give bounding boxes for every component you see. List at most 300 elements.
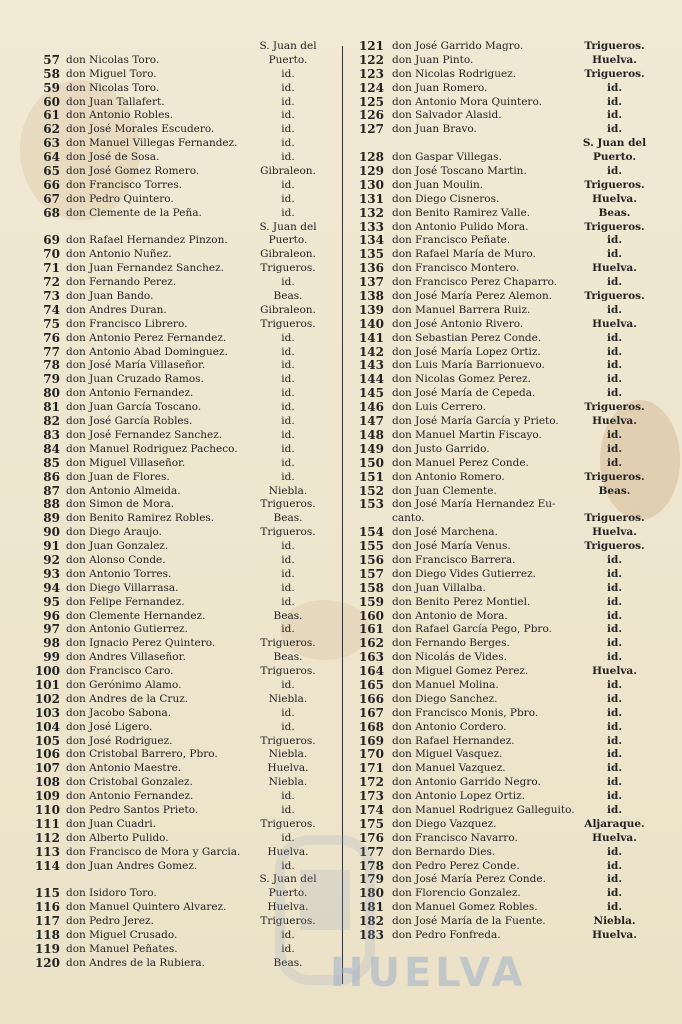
register-entry xyxy=(352,526,652,540)
entry-number: 126 xyxy=(358,108,384,123)
entry-number: 96 xyxy=(43,608,60,623)
register-entry xyxy=(352,262,652,276)
entry-place: Huelva. xyxy=(267,901,309,914)
entry-name: don Francisco Torres. xyxy=(66,178,183,191)
entry-place: id. xyxy=(281,137,295,150)
entry-name: don Luis María Barrionuevo. xyxy=(392,359,545,372)
entry-place: id. xyxy=(281,192,295,205)
entry-number: 137 xyxy=(358,275,384,290)
entry-number: 155 xyxy=(358,539,384,554)
register-entry xyxy=(352,290,652,304)
register-entry xyxy=(30,248,335,262)
entry-number: 160 xyxy=(358,608,384,623)
entry-place: id. xyxy=(281,178,295,191)
entry-number: 119 xyxy=(34,941,60,956)
entry-place: Gibraleon. xyxy=(260,303,316,316)
register-entry xyxy=(352,596,652,610)
entry-place: id. xyxy=(281,442,295,455)
entry-number: 178 xyxy=(358,858,384,873)
entry-name: don Nicolas Toro. xyxy=(66,81,160,94)
entry-name: don José Marchena. xyxy=(392,526,498,539)
entry-name: don Juan Bando. xyxy=(66,290,154,303)
entry-place: id. xyxy=(281,581,295,594)
entry-name: don Juan Villalba. xyxy=(392,581,486,594)
entry-name: don Miguel Crusado. xyxy=(66,929,178,941)
register-entry xyxy=(352,776,652,790)
entry-number: 105 xyxy=(34,733,60,748)
register-entry xyxy=(30,860,335,874)
entry-place: Huelva. xyxy=(592,192,637,205)
register-entry xyxy=(30,234,335,248)
entry-name: don Simon de Mora. xyxy=(66,498,175,511)
entry-name: don Francisco Peñate. xyxy=(392,234,511,247)
entry-place: id. xyxy=(607,553,622,566)
register-entry xyxy=(352,332,652,346)
entry-place: id. xyxy=(607,901,622,914)
entry-number: 127 xyxy=(358,122,384,137)
entry-name: don Francisco Monis, Pbro. xyxy=(392,706,539,719)
entry-place: id. xyxy=(281,428,295,441)
entry-name: don Manuel Peñates. xyxy=(66,942,178,955)
entry-number: 130 xyxy=(358,177,384,192)
entry-name: don Andres Duran. xyxy=(66,303,167,316)
register-entry xyxy=(30,109,335,123)
entry-name: don Cristobal Gonzalez. xyxy=(66,776,193,789)
entry-name: don Juan Clemente. xyxy=(392,484,497,497)
entry-place: Puerto. xyxy=(592,151,637,164)
entry-name: don Antonio Almeida. xyxy=(66,484,181,497)
register-entry xyxy=(30,443,335,457)
entry-number: 84 xyxy=(43,441,60,456)
register-entry xyxy=(30,262,335,276)
entry-name: don José de Sosa. xyxy=(66,151,160,164)
entry-number: 125 xyxy=(358,94,384,109)
entry-number: 167 xyxy=(358,705,384,720)
entry-name: don Diego Villarrasa. xyxy=(66,581,179,594)
register-entry xyxy=(30,554,335,568)
register-entry xyxy=(30,54,335,68)
register-entry xyxy=(352,901,652,915)
entry-name: don Rafael Hernandez Pinzon. xyxy=(66,234,228,247)
entry-name: don Manuel Villegas Fernandez. xyxy=(66,137,238,150)
entry-number: 117 xyxy=(34,914,60,929)
entry-number: 179 xyxy=(358,872,384,887)
entry-place: id. xyxy=(607,331,622,344)
entry-place: id. xyxy=(607,692,622,705)
entry-number: 120 xyxy=(34,955,60,970)
entry-name: don Alberto Pulido. xyxy=(66,831,169,844)
register-entry xyxy=(352,373,652,387)
register-entry xyxy=(352,707,652,721)
entry-name: don Benito Ramirez Robles. xyxy=(66,512,215,525)
entry-place: S. Juan del xyxy=(259,873,317,886)
entry-number: 97 xyxy=(43,622,60,637)
entry-number: 64 xyxy=(43,150,60,165)
entry-name: don Antonio Maestre. xyxy=(66,762,182,775)
register-entry xyxy=(30,471,335,485)
entry-name: don José Garrido Magro. xyxy=(392,40,524,52)
entry-name: don José María Hernandez Eu- xyxy=(392,498,556,511)
entry-number: 139 xyxy=(358,302,384,317)
entry-place: Huelva. xyxy=(592,415,637,428)
entry-name: don Fernando Perez. xyxy=(66,276,177,289)
entry-name: don Fernando Berges. xyxy=(392,637,510,650)
register-entry xyxy=(352,276,652,290)
entry-number: 61 xyxy=(43,108,60,123)
register-entry xyxy=(352,401,652,415)
entry-number: 115 xyxy=(34,886,60,901)
entry-number: 143 xyxy=(358,358,384,373)
entry-number: 147 xyxy=(358,414,384,429)
entry-name: don Francisco Navarro. xyxy=(392,831,518,844)
entry-number: 128 xyxy=(358,150,384,165)
entry-place: Trigueros. xyxy=(260,262,316,275)
register-entry xyxy=(30,526,335,540)
entry-number: 75 xyxy=(43,316,60,331)
register-entry xyxy=(352,429,652,443)
register-entry xyxy=(352,512,652,526)
entry-name: don Manuel Martin Fiscayo. xyxy=(392,428,542,441)
entry-name: don Juan Fernandez Sanchez. xyxy=(66,262,224,275)
register-entry xyxy=(30,498,335,512)
entry-name: don Antonio Garrido Negro. xyxy=(392,776,541,789)
entry-number: 114 xyxy=(34,858,60,873)
entry-place: id. xyxy=(281,387,295,400)
entry-place: id. xyxy=(607,803,622,816)
entry-place: id. xyxy=(607,345,622,358)
entry-number: 109 xyxy=(34,789,60,804)
entry-number: 111 xyxy=(34,816,60,831)
entry-name: don Rafael Hernandez. xyxy=(392,734,515,747)
entry-name: don Antonio Perez Fernandez. xyxy=(66,331,227,344)
entry-place: id. xyxy=(607,567,622,580)
entry-place: Trigueros. xyxy=(260,734,316,747)
register-entry xyxy=(352,498,652,512)
entry-number: 146 xyxy=(358,400,384,415)
entry-place: Puerto. xyxy=(268,53,308,66)
register-entry xyxy=(352,748,652,762)
entry-place: id. xyxy=(607,595,622,608)
entry-number: 138 xyxy=(358,289,384,304)
entry-place: Trigueros. xyxy=(260,526,316,539)
entry-place: Beas. xyxy=(273,512,303,525)
entry-number: 131 xyxy=(358,191,384,206)
entry-number: 112 xyxy=(34,830,60,845)
entry-number: 134 xyxy=(358,233,384,248)
entry-number: 171 xyxy=(358,761,384,776)
register-entry xyxy=(352,554,652,568)
entry-place: id. xyxy=(607,678,622,691)
entry-place: id. xyxy=(281,123,295,136)
entry-number: 76 xyxy=(43,330,60,345)
entry-number: 106 xyxy=(34,747,60,762)
register-entry xyxy=(352,304,652,318)
left-column xyxy=(30,40,335,971)
register-entry xyxy=(30,373,335,387)
entry-place: id. xyxy=(607,276,622,289)
entry-name: don Nicolas Toro. xyxy=(66,53,160,66)
register-entry xyxy=(352,929,652,943)
entry-number: 135 xyxy=(358,247,384,262)
entry-place: S. Juan del xyxy=(582,137,647,150)
register-entry xyxy=(30,221,335,235)
entry-number: 58 xyxy=(43,66,60,81)
register-entry xyxy=(30,665,335,679)
entry-name: don José María Lopez Ortiz. xyxy=(392,345,541,358)
entry-place: id. xyxy=(281,276,295,289)
entry-number: 94 xyxy=(43,580,60,595)
entry-place: Trigueros. xyxy=(260,665,316,678)
entry-number: 74 xyxy=(43,302,60,317)
entry-name: don Bernardo Dies. xyxy=(392,845,496,858)
entry-number: 57 xyxy=(43,52,60,67)
entry-place: id. xyxy=(281,415,295,428)
entry-number: 161 xyxy=(358,622,384,637)
entry-number: 93 xyxy=(43,566,60,581)
entry-place: Trigueros. xyxy=(260,637,316,650)
register-entry xyxy=(30,568,335,582)
entry-place: id. xyxy=(607,609,622,622)
entry-number: 156 xyxy=(358,552,384,567)
register-entry xyxy=(352,40,652,54)
entry-place: id. xyxy=(281,623,295,636)
entry-number: 129 xyxy=(358,164,384,179)
entry-number: 85 xyxy=(43,455,60,470)
entry-place: Beas. xyxy=(273,956,303,969)
entry-name: don José Ligero. xyxy=(66,720,153,733)
entry-name: don Luis Cerrero. xyxy=(392,401,486,414)
entry-name: don Antonio Romero. xyxy=(392,470,505,483)
entry-place: Trigueros. xyxy=(584,401,645,414)
register-entry xyxy=(352,915,652,929)
entry-place: Trigueros. xyxy=(584,512,645,525)
entry-place: id. xyxy=(281,720,295,733)
register-entry xyxy=(352,582,652,596)
entry-place: S. Juan del xyxy=(259,220,317,233)
entry-name: don Diego Sanchez. xyxy=(392,692,498,705)
entry-place: id. xyxy=(281,206,295,219)
entry-name: don Antonio Lopez Ortiz. xyxy=(392,790,525,803)
entry-name: don Rafael García Pego, Pbro. xyxy=(392,623,552,636)
entry-name: don José Fernandez Sanchez. xyxy=(66,428,223,441)
entry-place: Beas. xyxy=(273,651,303,664)
entry-place: id. xyxy=(607,859,622,872)
entry-number: 144 xyxy=(358,372,384,387)
entry-place: id. xyxy=(607,762,622,775)
register-entry xyxy=(352,623,652,637)
register-entry xyxy=(352,735,652,749)
entry-name: don Manuel Perez Conde. xyxy=(392,456,529,469)
entry-number: 108 xyxy=(34,775,60,790)
entry-place: Trigueros. xyxy=(584,290,645,303)
entry-place: Niebla. xyxy=(268,484,308,497)
register-entry xyxy=(30,804,335,818)
entry-place: id. xyxy=(281,803,295,816)
entry-name: don Manuel Rodriguez Galleguito. xyxy=(392,803,575,816)
entry-place: Huelva. xyxy=(267,845,309,858)
register-entry xyxy=(30,40,335,54)
register-entry xyxy=(30,582,335,596)
register-entry xyxy=(30,512,335,526)
entry-place: Trigueros. xyxy=(584,220,645,233)
register-entry xyxy=(352,165,652,179)
entry-name: don Florencio Gonzalez. xyxy=(392,887,521,900)
entry-place: id. xyxy=(281,831,295,844)
entry-place: id. xyxy=(607,706,622,719)
entry-number: 104 xyxy=(34,719,60,734)
entry-name: don Andres de la Rubiera. xyxy=(66,956,205,969)
entry-number: 151 xyxy=(358,469,384,484)
register-entry xyxy=(30,457,335,471)
entry-name: don Francisco de Mora y Garcia. xyxy=(66,845,241,858)
register-entry xyxy=(30,943,335,957)
register-entry xyxy=(352,207,652,221)
entry-name: don José Antonio Rivero. xyxy=(392,317,524,330)
register-entry xyxy=(30,346,335,360)
entry-name: don Juan García Toscano. xyxy=(66,401,202,414)
entry-number: 103 xyxy=(34,705,60,720)
register-entry xyxy=(30,332,335,346)
entry-place: id. xyxy=(281,470,295,483)
entry-place: id. xyxy=(281,95,295,108)
entry-place: id. xyxy=(607,456,622,469)
register-entry xyxy=(352,248,652,262)
register-entry xyxy=(30,82,335,96)
register-entry xyxy=(30,929,335,943)
entry-name: don Juan Bravo. xyxy=(392,123,477,136)
entry-place: id. xyxy=(607,442,622,455)
register-entry xyxy=(30,207,335,221)
entry-name: don Diego Araujo. xyxy=(66,526,162,539)
entry-name: don Manuel Quintero Alvarez. xyxy=(66,901,227,914)
entry-place: Beas. xyxy=(273,609,303,622)
entry-name: don Benito Perez Montiel. xyxy=(392,595,531,608)
entry-place: id. xyxy=(607,776,622,789)
column-divider xyxy=(342,46,343,984)
entry-name: don Ignacio Perez Quintero. xyxy=(66,637,216,650)
entry-place: id. xyxy=(607,303,622,316)
entry-number: 116 xyxy=(34,900,60,915)
entry-number: 122 xyxy=(358,52,384,67)
entry-place: Trigueros. xyxy=(260,817,316,830)
entry-place: id. xyxy=(281,790,295,803)
entry-name: don Nicolas Rodriguez. xyxy=(392,67,517,80)
entry-place: id. xyxy=(607,637,622,650)
entry-name: don Manuel Molina. xyxy=(392,678,499,691)
register-entry xyxy=(352,151,652,165)
register-entry xyxy=(30,137,335,151)
entry-name: don Antonio Fernandez. xyxy=(66,790,194,803)
entry-place: id. xyxy=(607,623,622,636)
entry-number: 113 xyxy=(34,844,60,859)
entry-name: don Francisco Montero. xyxy=(392,262,520,275)
register-entry xyxy=(352,179,652,193)
entry-number: 149 xyxy=(358,441,384,456)
register-entry xyxy=(30,165,335,179)
entry-number: 164 xyxy=(358,664,384,679)
entry-number: 176 xyxy=(358,830,384,845)
register-entry xyxy=(30,359,335,373)
entry-number: 110 xyxy=(34,802,60,817)
entry-name: don Justo Garrido. xyxy=(392,442,490,455)
entry-name: don Pedro Perez Conde. xyxy=(392,859,520,872)
entry-number: 102 xyxy=(34,691,60,706)
right-column xyxy=(352,40,652,943)
entry-name: don Francisco Barrera. xyxy=(392,553,516,566)
register-entry xyxy=(30,415,335,429)
register-entry xyxy=(30,401,335,415)
entry-number: 180 xyxy=(358,886,384,901)
register-entry xyxy=(352,443,652,457)
entry-number: 98 xyxy=(43,636,60,651)
entry-place: id. xyxy=(281,401,295,414)
entry-number: 88 xyxy=(43,497,60,512)
entry-name: don Salvador Alasid. xyxy=(392,109,502,122)
register-entry xyxy=(352,387,652,401)
entry-place: id. xyxy=(607,123,622,136)
entry-place: id. xyxy=(607,720,622,733)
register-entry xyxy=(30,318,335,332)
register-entry xyxy=(30,748,335,762)
entry-name: don Miguel Gomez Perez. xyxy=(392,665,529,678)
entry-name: don Pedro Santos Prieto. xyxy=(66,803,199,816)
register-entry xyxy=(30,762,335,776)
entry-name: don Pedro Jerez. xyxy=(66,915,154,928)
entry-name: don Nicolás de Vides. xyxy=(392,651,507,664)
entry-number: 70 xyxy=(43,247,60,262)
register-entry xyxy=(30,68,335,82)
entry-name: don José María Venus. xyxy=(392,540,511,553)
entry-place: Puerto. xyxy=(268,234,308,247)
entry-number: 165 xyxy=(358,677,384,692)
entry-place: id. xyxy=(607,581,622,594)
entry-place: id. xyxy=(281,553,295,566)
entry-name: don Antonio Mora Quintero. xyxy=(392,95,542,108)
entry-number: 166 xyxy=(358,691,384,706)
entry-number: 100 xyxy=(34,664,60,679)
entry-place: Trigueros. xyxy=(260,915,316,928)
register-entry xyxy=(352,637,652,651)
entry-place: id. xyxy=(607,887,622,900)
entry-name: don Miguel Villaseñor. xyxy=(66,456,186,469)
register-entry xyxy=(352,721,652,735)
entry-number: 145 xyxy=(358,386,384,401)
register-entry xyxy=(30,123,335,137)
entry-name: don José María Villaseñor. xyxy=(66,359,206,372)
entry-place: id. xyxy=(607,734,622,747)
entry-name: don Andres de la Cruz. xyxy=(66,692,189,705)
entry-name: don Jacobo Sabona. xyxy=(66,706,172,719)
entry-number: 158 xyxy=(358,580,384,595)
entry-place: Trigueros. xyxy=(584,470,645,483)
register-entry xyxy=(352,818,652,832)
entry-number: 136 xyxy=(358,261,384,276)
entry-name: don Alonso Conde. xyxy=(66,553,166,566)
entry-place: Trigueros. xyxy=(584,67,645,80)
register-entry xyxy=(30,776,335,790)
entry-name: don Antonio Robles. xyxy=(66,109,174,122)
register-entry xyxy=(30,485,335,499)
entry-place: id. xyxy=(281,151,295,164)
entry-name: don Felipe Fernandez. xyxy=(66,595,185,608)
entry-name: don Francisco Librero. xyxy=(66,317,188,330)
entry-name: don José Toscano Martin. xyxy=(392,165,527,178)
entry-place: id. xyxy=(281,595,295,608)
register-entry xyxy=(352,457,652,471)
register-entry xyxy=(30,610,335,624)
entry-name: don Manuel Barrera Ruiz. xyxy=(392,303,531,316)
entry-name: don Antonio Gutierrez. xyxy=(66,623,188,636)
